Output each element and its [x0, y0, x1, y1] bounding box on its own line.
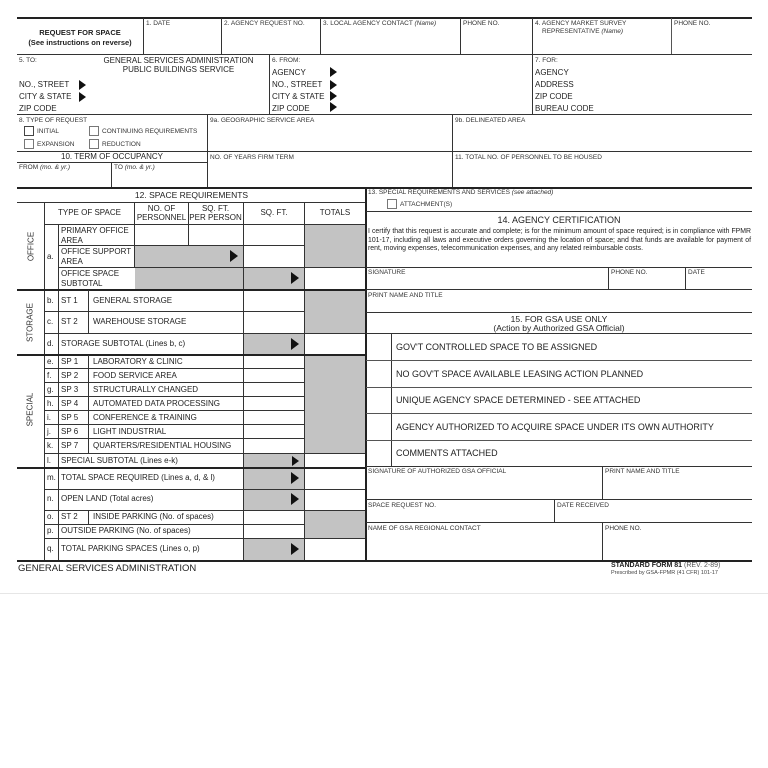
from-city-label: CITY & STATE — [272, 92, 325, 101]
primary-office-sqft-pp-field[interactable] — [189, 225, 243, 245]
col-totals: TOTALS — [319, 208, 351, 217]
arrow-right-icon — [230, 250, 238, 262]
date-field[interactable] — [144, 28, 220, 53]
divider — [366, 333, 752, 334]
conference-label: CONFERENCE & TRAINING — [93, 413, 197, 422]
expansion-label: EXPANSION — [37, 141, 75, 148]
food-service-sqft-field[interactable] — [244, 369, 304, 382]
row-letter-o: o. — [47, 512, 54, 521]
arrow-right-icon — [79, 92, 86, 102]
outside-parking-field[interactable] — [244, 525, 304, 538]
storage-subtotal-label: STORAGE SUBTOTAL (Lines b, c) — [61, 339, 186, 348]
divider — [366, 413, 752, 414]
arrow-right-icon — [330, 91, 337, 101]
row-letter-e: e. — [47, 357, 54, 366]
for-label: 7. FOR: — [535, 57, 558, 64]
office-support-sqft-field[interactable] — [244, 246, 304, 267]
from-label: 6. FROM: — [272, 57, 301, 64]
arrow-right-icon — [330, 102, 337, 112]
divider — [532, 55, 533, 114]
arrow-right-icon — [291, 543, 299, 555]
sp6-code: SP 6 — [61, 427, 79, 436]
arrow-right-icon — [330, 80, 337, 90]
action-govt-controlled: GOV'T CONTROLLED SPACE TO BE ASSIGNED — [396, 342, 598, 352]
for-bureau-label: BUREAU CODE — [535, 104, 594, 113]
reduction-checkbox[interactable] — [89, 139, 99, 149]
total-space-label: TOTAL SPACE REQUIRED (Lines a, d, & l) — [61, 473, 215, 482]
arrow-right-icon — [291, 472, 299, 484]
open-land-label: OPEN LAND (Total acres) — [61, 494, 154, 503]
term-label: 10. TERM OF OCCUPANCY — [61, 152, 163, 161]
gsa-org-line1: GENERAL SERVICES ADMINISTRATION — [103, 56, 254, 65]
food-service-label: FOOD SERVICE AREA — [93, 371, 177, 380]
laboratory-label: LABORATORY & CLINIC — [93, 357, 183, 366]
divider — [366, 267, 752, 268]
warehouse-storage-sqft-field[interactable] — [244, 312, 304, 333]
divider — [44, 202, 45, 560]
print-name-label: PRINT NAME AND TITLE — [368, 292, 443, 299]
row-letter-c: c. — [47, 317, 54, 326]
col-sqft-per-person: SQ. FT. PER PERSON — [189, 204, 242, 222]
shaded-cell — [305, 511, 365, 538]
space-request-no-label: SPACE REQUEST NO. — [368, 502, 437, 509]
shaded-cell — [135, 246, 243, 267]
total-space-field[interactable] — [305, 468, 365, 488]
divider — [17, 162, 207, 163]
divider — [366, 211, 752, 212]
light-industrial-label: LIGHT INDUSTRIAL — [93, 427, 167, 436]
top-border — [17, 17, 752, 19]
primary-office-personnel-field[interactable] — [135, 225, 188, 245]
divider — [366, 360, 752, 361]
date-label: 1. DATE — [146, 20, 171, 27]
inside-parking-code: ST 2 — [61, 512, 78, 521]
light-industrial-sqft-field[interactable] — [244, 425, 304, 438]
office-subtotal-total-field[interactable] — [305, 268, 365, 289]
col-sqft: SQ. FT. — [260, 208, 288, 217]
term-from-label: FROM (mo. & yr.) — [19, 164, 71, 171]
row-letter-a: a. — [47, 252, 54, 261]
gsa-use-only-subtitle: (Action by Authorized GSA Official) — [493, 323, 625, 333]
quarters-label: QUARTERS/RESIDENTIAL HOUSING — [93, 441, 232, 450]
row-letter-f: f. — [47, 371, 52, 380]
row-letter-n: n. — [47, 494, 54, 503]
laboratory-sqft-field[interactable] — [244, 355, 304, 368]
row-letter-j: j. — [47, 427, 51, 436]
row-letter-i: i. — [47, 413, 51, 422]
attachments-checkbox[interactable] — [387, 199, 397, 209]
quarters-sqft-field[interactable] — [244, 439, 304, 453]
market-survey-label-2: REPRESENTATIVE (Name) — [542, 28, 624, 35]
structurally-changed-sqft-field[interactable] — [244, 383, 304, 396]
office-support-area-label: OFFICE SUPPORT AREA — [61, 247, 132, 266]
regional-contact-label: NAME OF GSA REGIONAL CONTACT — [368, 525, 481, 532]
divider — [391, 333, 392, 466]
row-letter-m: m. — [47, 473, 56, 482]
divider — [88, 510, 89, 524]
action-checkbox-5[interactable] — [367, 441, 391, 466]
expansion-checkbox[interactable] — [24, 139, 34, 149]
sp1-code: SP 1 — [61, 357, 79, 366]
form-subtitle: (See instructions on reverse) — [28, 38, 132, 47]
reduction-label: REDUCTION — [102, 141, 141, 148]
total-parking-field[interactable] — [305, 539, 365, 560]
row-letter-g: g. — [47, 385, 54, 394]
pbs-org-line2: PUBLIC BUILDINGS SERVICE — [122, 65, 235, 74]
sp2-code: SP 2 — [61, 371, 79, 380]
from-agency-field[interactable] — [342, 66, 460, 77]
action-checkbox-3[interactable] — [367, 388, 391, 414]
to-label: 5. TO: — [19, 57, 37, 64]
arrow-right-icon — [292, 456, 299, 466]
gsa-use-only-title: 15. FOR GSA USE ONLY — [510, 314, 608, 324]
form-title — [17, 28, 143, 48]
market-survey-label: 4. AGENCY MARKET SURVEY — [535, 20, 627, 27]
date-received-field[interactable] — [555, 510, 752, 522]
personnel-housed-label: 11. TOTAL NO. OF PERSONNEL TO BE HOUSED — [455, 154, 602, 161]
gsa-official-signature-label: SIGNATURE OF AUTHORIZED GSA OFFICIAL — [368, 468, 507, 475]
term-from-field[interactable] — [18, 172, 110, 186]
to-zip-label: ZIP CODE — [19, 104, 57, 113]
arrow-right-icon — [291, 493, 299, 505]
divider — [366, 387, 752, 388]
agency-request-field[interactable] — [222, 28, 319, 53]
page-edge — [0, 593, 768, 594]
storage-group-label: STORAGE — [25, 303, 35, 342]
certification-date-label: DATE — [688, 269, 705, 276]
print-name-field[interactable] — [367, 300, 752, 312]
inside-parking-field[interactable] — [244, 511, 304, 524]
divider — [243, 267, 244, 289]
term-to-field[interactable] — [112, 172, 206, 186]
from-zip-label: ZIP CODE — [272, 104, 310, 113]
arrow-right-icon — [79, 80, 86, 90]
from-street-field[interactable] — [342, 79, 460, 90]
date-received-label: DATE RECEIVED — [557, 502, 609, 509]
certification-phone-label: PHONE NO. — [611, 269, 648, 276]
footer-agency: GENERAL SERVICES ADMINISTRATION — [18, 563, 197, 574]
to-street-label: NO., STREET — [19, 80, 70, 89]
initial-checkbox[interactable] — [24, 126, 34, 136]
signature-field[interactable] — [367, 277, 607, 289]
row-letter-k: k. — [47, 441, 54, 450]
for-agency-label: AGENCY — [535, 68, 569, 77]
total-parking-label: TOTAL PARKING SPACES (Lines o, p) — [61, 544, 200, 553]
st1-code: ST 1 — [61, 296, 78, 305]
local-contact-label: 3. LOCAL AGENCY CONTACT (Name) — [323, 20, 437, 27]
delineated-area-label: 9b. DELINEATED AREA — [455, 117, 526, 124]
special-requirements-label: 13. SPECIAL REQUIREMENTS AND SERVICES (see attached) — [368, 189, 554, 196]
row-letter-b: b. — [47, 296, 54, 305]
phone-label: PHONE NO. — [463, 20, 500, 27]
agency-certification-title: 14. AGENCY CERTIFICATION — [497, 215, 621, 225]
from-zip-field[interactable] — [342, 102, 460, 113]
divider — [17, 289, 366, 291]
divider — [366, 499, 752, 500]
divider — [366, 440, 752, 441]
attachments-label: ATTACHMENT(S) — [400, 201, 453, 208]
adp-label: AUTOMATED DATA PROCESSING — [93, 399, 220, 408]
action-checkbox-1[interactable] — [367, 334, 391, 360]
open-land-field[interactable] — [305, 490, 365, 510]
action-own-authority: AGENCY AUTHORIZED TO ACQUIRE SPACE UNDER ITS OWN AUTHORITY — [396, 422, 714, 432]
agency-request-label: 2. AGENCY REQUEST NO. — [224, 20, 305, 27]
phone-label-2: PHONE NO. — [674, 20, 711, 27]
action-leasing-planned: NO GOV'T SPACE AVAILABLE LEASING ACTION PLANNED — [396, 369, 644, 379]
market-survey-phone-field[interactable] — [672, 28, 752, 53]
delineated-area-field[interactable] — [453, 125, 752, 150]
sp7-code: SP 7 — [61, 441, 79, 450]
gsa-print-name-label: PRINT NAME AND TITLE — [605, 468, 680, 475]
divider — [366, 466, 752, 467]
divider — [17, 114, 752, 115]
space-requirements-title: 12. SPACE REQUIREMENTS — [134, 190, 249, 200]
prescribed-by: Prescribed by GSA-FPMR (41 CFR) 101-17 — [611, 570, 718, 576]
shaded-cell — [305, 355, 365, 453]
continuing-checkbox[interactable] — [89, 126, 99, 136]
form-number: STANDARD FORM 81 (REV. 2-89) — [611, 562, 721, 569]
gsa-print-name-field[interactable] — [603, 476, 752, 499]
arrow-right-icon — [291, 272, 299, 284]
shaded-cell — [135, 268, 304, 289]
request-type-label: 8. TYPE OF REQUEST — [19, 117, 88, 124]
st2-code: ST 2 — [61, 317, 78, 326]
primary-office-sqft-field[interactable] — [244, 225, 304, 245]
row-letter-l: l. — [47, 456, 51, 465]
shaded-cell — [305, 224, 365, 267]
col-type-of-space: TYPE OF SPACE — [58, 208, 121, 217]
from-city-field[interactable] — [342, 90, 460, 101]
divider — [269, 55, 270, 114]
action-unique-space: UNIQUE AGENCY SPACE DETERMINED - SEE ATTACHED — [396, 395, 641, 405]
initial-label: INITIAL — [37, 128, 60, 135]
local-contact-phone-field[interactable] — [461, 28, 531, 53]
gsa-official-signature-field[interactable] — [367, 476, 601, 499]
from-agency-label: AGENCY — [272, 68, 306, 77]
conference-sqft-field[interactable] — [244, 411, 304, 424]
regional-contact-phone-field[interactable] — [603, 533, 752, 559]
divider — [17, 202, 366, 203]
divider — [366, 289, 752, 290]
space-request-no-field[interactable] — [367, 510, 553, 522]
local-contact-field[interactable] — [321, 28, 459, 53]
col-no-personnel: NO. OF PERSONNEL — [136, 204, 187, 222]
action-checkbox-2[interactable] — [367, 361, 391, 387]
inside-parking-label: INSIDE PARKING (No. of spaces) — [93, 512, 214, 521]
general-storage-label: GENERAL STORAGE — [93, 296, 173, 305]
sp5-code: SP 5 — [61, 413, 79, 422]
warehouse-storage-label: WAREHOUSE STORAGE — [93, 317, 187, 326]
signature-label: SIGNATURE — [368, 269, 406, 276]
adp-sqft-field[interactable] — [244, 397, 304, 410]
row-letter-h: h. — [47, 399, 54, 408]
personnel-housed-field[interactable] — [453, 162, 752, 186]
to-city-label: CITY & STATE — [19, 92, 72, 101]
structurally-changed-label: STRUCTURALLY CHANGED — [93, 385, 199, 394]
arrow-right-icon — [291, 338, 299, 350]
office-group-label: OFFICE — [26, 231, 36, 262]
sp3-code: SP 3 — [61, 385, 79, 394]
office-subtotal-label: OFFICE SPACE SUBTOTAL — [61, 269, 120, 288]
geo-service-area-label: 9a. GEOGRAPHIC SERVICE AREA — [210, 117, 315, 124]
continuing-label: CONTINUING REQUIREMENTS — [102, 128, 198, 135]
divider — [17, 54, 752, 55]
divider — [44, 510, 365, 511]
for-zip-label: ZIP CODE — [535, 92, 573, 101]
outside-parking-label: OUTSIDE PARKING (No. of spaces) — [61, 526, 191, 535]
storage-subtotal-total-field[interactable] — [305, 334, 365, 354]
row-letter-p: p. — [47, 526, 54, 535]
sp4-code: SP 4 — [61, 399, 79, 408]
general-storage-sqft-field[interactable] — [244, 291, 304, 311]
firm-term-label: NO. OF YEARS FIRM TERM — [210, 154, 294, 161]
for-address-label: ADDRESS — [535, 80, 574, 89]
shaded-cell — [305, 291, 365, 333]
special-subtotal-total-field[interactable] — [305, 454, 365, 467]
action-comments-attached: COMMENTS ATTACHED — [396, 448, 498, 458]
row-letter-d: d. — [47, 339, 54, 348]
special-subtotal-label: SPECIAL SUBTOTAL (Lines e-k) — [61, 456, 178, 465]
divider — [366, 522, 752, 523]
action-checkbox-4[interactable] — [367, 414, 391, 440]
geo-service-area-field[interactable] — [208, 125, 452, 150]
from-street-label: NO., STREET — [272, 80, 323, 89]
divider — [366, 312, 752, 313]
certification-text: I certify that this request is accurate and complete; is for the minimum amount of space required; is in compliance with FPMR 101-17, including all laws and executive orders governing the location of space; and that funds are available for payment of rent, moving expenses, telecommunication expenses, and any related reimbursable costs. — [368, 228, 751, 252]
regional-contact-field[interactable] — [367, 533, 601, 559]
primary-office-area-label: PRIMARY OFFICE AREA — [61, 226, 129, 245]
divider — [17, 354, 366, 356]
firm-term-field[interactable] — [208, 162, 452, 186]
form-title-text: REQUEST FOR SPACE — [39, 28, 121, 37]
market-survey-field[interactable] — [533, 36, 670, 53]
term-to-label: TO (mo. & yr.) — [114, 164, 155, 171]
certification-date-field[interactable] — [686, 277, 752, 289]
certification-phone-field[interactable] — [609, 277, 685, 289]
special-group-label: SPECIAL — [25, 392, 35, 427]
arrow-right-icon — [330, 67, 337, 77]
row-letter-q: q. — [47, 544, 54, 553]
regional-contact-phone-label: PHONE NO. — [605, 525, 642, 532]
